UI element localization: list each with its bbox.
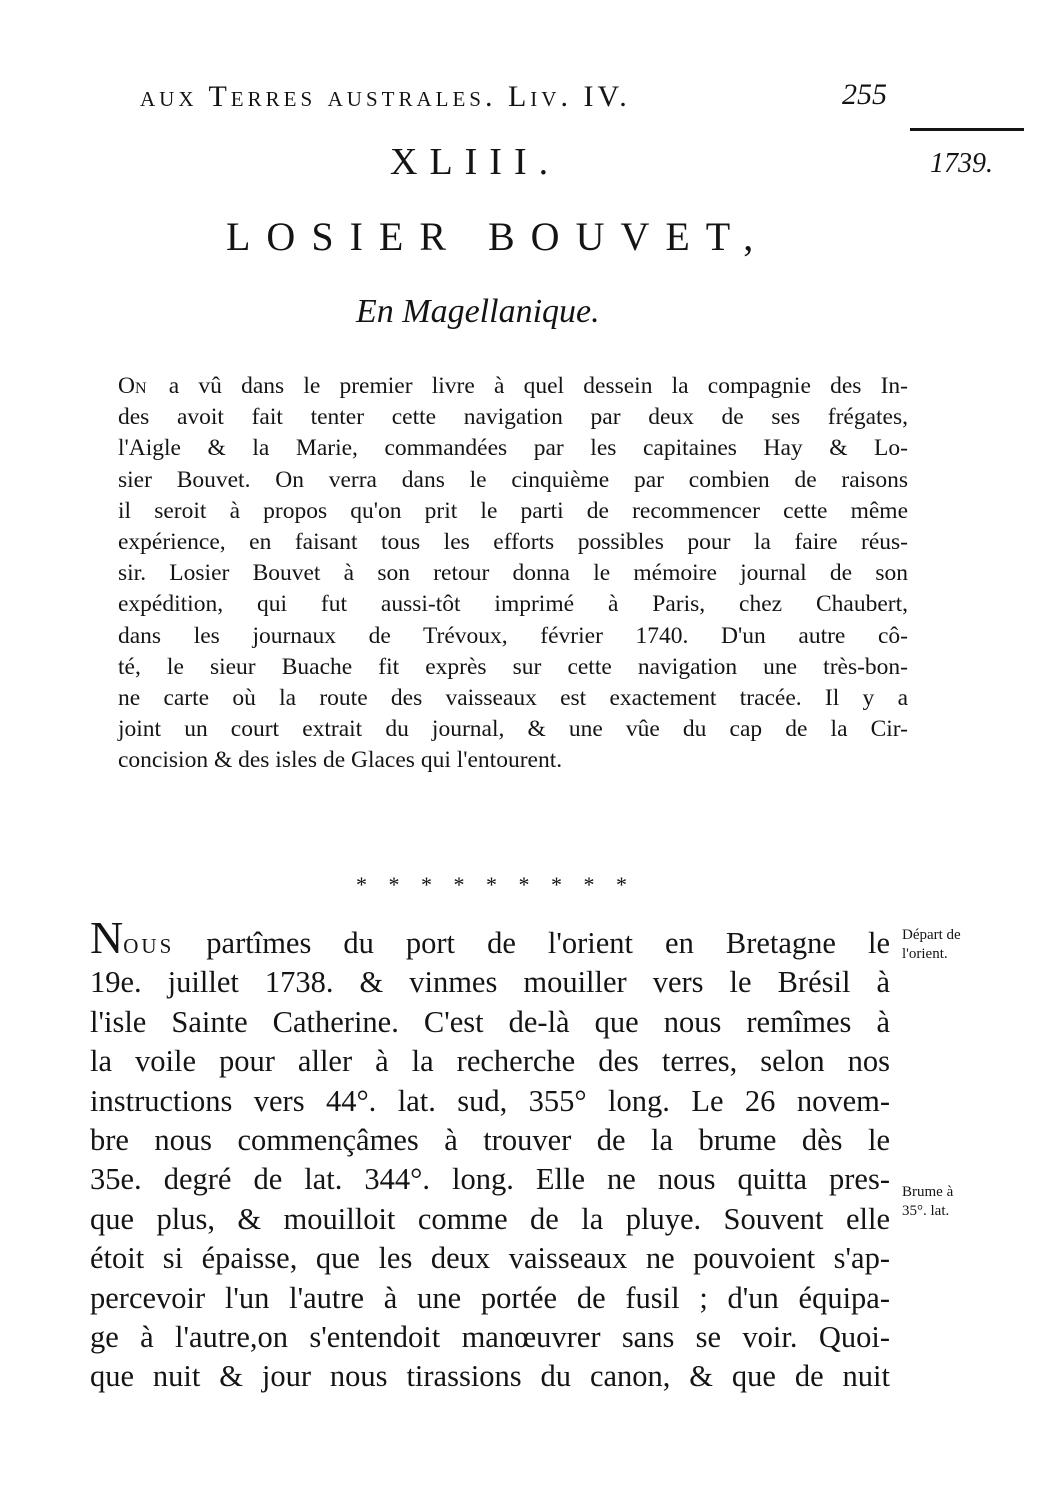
intro-line: dans les journaux de Trévoux, février 1740. D'un autre cô- <box>118 622 908 649</box>
intro-first-word: n <box>134 373 150 399</box>
narrative-line: instructions vers 44°. lat. sud, 355° long. Le 26 novem- <box>90 1083 890 1118</box>
intro-initial: O <box>118 373 135 399</box>
narrative-line: 19e. juillet 1738. & vinmes mouiller vers le Brésil à <box>90 965 890 1000</box>
narrative-line: bre nous commençâmes à trouver de la brume dès le <box>90 1123 890 1158</box>
margin-note-depart: Départ de l'orient. <box>902 927 961 962</box>
intro-line: On a vû dans le premier livre à quel dessein la compagnie des In- <box>118 373 908 399</box>
intro-line: l'Aigle & la Marie, commandées par les capitaines Hay & Lo- <box>118 435 908 462</box>
intro-line: expérience, en faisant tous les efforts possibles pour la faire réus- <box>118 529 908 556</box>
intro-line: il seroit à propos qu'on prit le parti de recommencer cette même <box>118 497 908 524</box>
narrative-line: que plus, & mouilloit comme de la pluye. Souvent elle <box>90 1201 890 1236</box>
running-head: aux Terres australes. Liv. IV. <box>140 80 631 113</box>
intro-line: té, le sieur Buache fit exprès sur cette navigation une très-bon- <box>118 653 908 680</box>
narrative-line: 35e. degré de lat. 344°. long. Elle ne nous quitta pres- <box>90 1162 890 1197</box>
narrative-line: l'isle Sainte Catherine. C'est de-là que nous remîmes à <box>90 1004 890 1039</box>
intro-line: sier Bouvet. On verra dans le cinquième par combien de raisons <box>118 466 908 493</box>
intro-line: expédition, qui fut aussi-tôt imprimé à Paris, chez Chaubert, <box>118 591 908 618</box>
margin-rule <box>910 128 1024 131</box>
intro-line: ne carte où la route des vaisseaux est exactement tracée. Il y a <box>118 685 908 712</box>
chapter-number: XLIII. <box>390 141 561 183</box>
chapter-subtitle: En Magellanique. <box>356 293 600 330</box>
narrative-line: la voile pour aller à la recherche des terres, selon nos <box>90 1044 890 1079</box>
narrative-line: Nous partîmes du port de l'orient en Bretagne le <box>90 912 891 963</box>
drop-cap: N <box>90 912 124 963</box>
narrative-first-word: ous <box>123 926 175 960</box>
margin-note-brume: Brume à 35°. lat. <box>902 1184 954 1219</box>
section-separator: * * * * * * * * * <box>356 872 635 897</box>
intro-line: joint un court extrait du journal, & une vûe du cap de la Cir- <box>118 716 908 743</box>
narrative-line: ge à l'autre,on s'entendoit manœuvrer sans se voir. Quoi- <box>90 1320 890 1355</box>
intro-paragraph <box>118 371 908 777</box>
intro-line: sir. Losier Bouvet à son retour donna le mémoire journal de son <box>118 560 908 587</box>
intro-line: concision & des isles de Glaces qui l'entourent. <box>118 747 563 774</box>
narrative-line: que nuit & jour nous tirassions du canon, & que de nuit <box>90 1359 890 1394</box>
page-number: 255 <box>842 78 887 111</box>
intro-line: des avoit fait tenter cette navigation par deux de ses frégates, <box>118 404 908 431</box>
chapter-title: LOSIER BOUVET, <box>226 214 770 259</box>
margin-year: 1739. <box>930 148 993 179</box>
narrative-line: percevoir l'un l'autre à une portée de fusil ; d'un équipa- <box>90 1280 890 1315</box>
narrative-line: étoit si épaisse, que les deux vaisseaux ne pouvoient s'ap- <box>90 1241 890 1276</box>
narrative-paragraph <box>90 912 891 1397</box>
